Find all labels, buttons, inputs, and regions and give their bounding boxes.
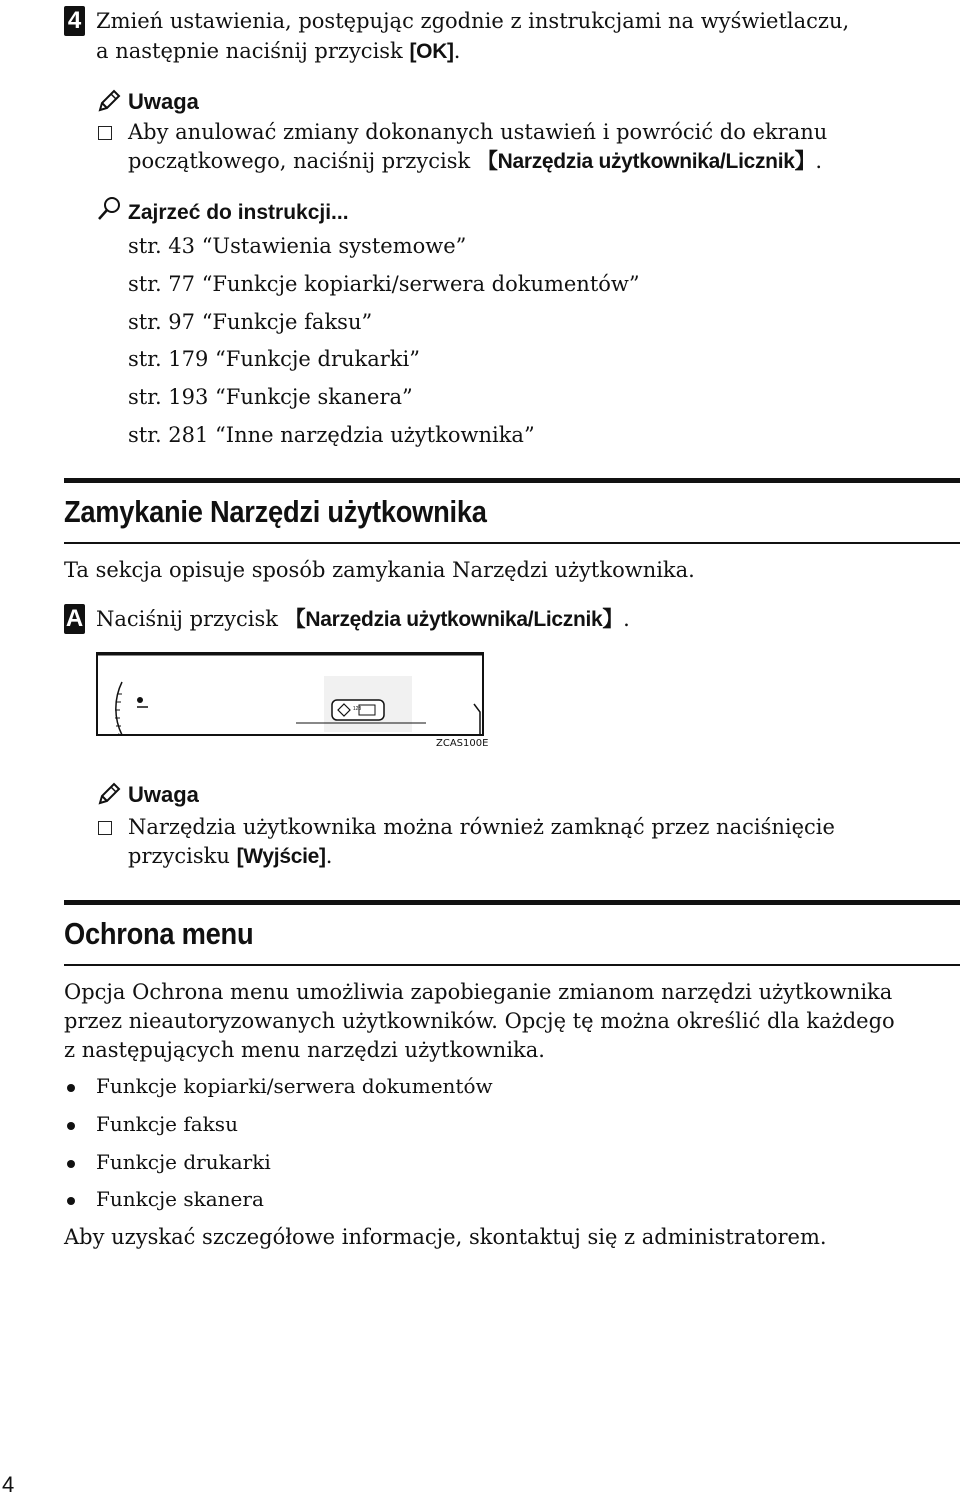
bullet-icon xyxy=(67,1160,75,1168)
reference-item: str. 97 “Funkcje faksu” xyxy=(128,310,373,334)
note-1-line-1: Aby anulować zmiany dokonanych ustawień i powrócić do ekranu xyxy=(128,120,828,144)
section-title-closing-user-tools: Zamykanie Narzędzi użytkownika xyxy=(64,494,487,529)
step-4-period: . xyxy=(453,39,461,63)
reference-item: str. 193 “Funkcje skanera” xyxy=(128,385,413,409)
step-1-period: . xyxy=(623,607,630,631)
bullet-item: Funkcje faksu xyxy=(96,1112,238,1136)
bullet-item: Funkcje drukarki xyxy=(96,1150,271,1174)
step-4-line-2 xyxy=(96,36,460,67)
step-4-text: a następnie naciśnij przycisk xyxy=(96,39,410,63)
reference-item: str. 179 “Funkcje drukarki” xyxy=(128,347,420,371)
section-top-rule xyxy=(64,478,960,483)
section-top-rule xyxy=(64,900,960,905)
pencil-icon xyxy=(96,88,122,114)
control-panel-illustration xyxy=(96,652,489,752)
bullet-icon xyxy=(67,1084,75,1092)
note-2-line-2 xyxy=(128,842,332,871)
section-bottom-rule xyxy=(64,964,960,966)
note-1-line-2 xyxy=(128,147,822,176)
reference-item: str. 43 “Ustawienia systemowe” xyxy=(128,234,467,258)
figure-caption: ZCAS100E xyxy=(436,738,489,749)
note-2-line-1: Narzędzia użytkownika można również zamknąć przez naciśnięcie xyxy=(128,815,835,839)
note-1-text: początkowego, naciśnij przycisk xyxy=(128,149,477,173)
note-heading: Uwaga xyxy=(128,782,199,807)
bullet-icon xyxy=(67,1122,75,1130)
page-number: 4 xyxy=(2,1472,15,1497)
step-1-text: Naciśnij przycisk xyxy=(96,607,285,631)
note-1-period: . xyxy=(815,149,823,173)
section-intro: Ta sekcja opisuje sposób zamykania Narzędzi użytkownika. xyxy=(64,558,695,582)
counter-key-glyph: 123 xyxy=(352,706,362,712)
note-checkbox-icon xyxy=(98,126,112,140)
reference-item: str. 77 “Funkcje kopiarki/serwera dokumentów” xyxy=(128,272,640,296)
section-paragraph-line: Opcja Ochrona menu umożliwia zapobieganie zmianom narzędzi użytkownika xyxy=(64,980,893,1004)
section-paragraph-line: z następujących menu narzędzi użytkownika. xyxy=(64,1038,545,1062)
bullet-icon xyxy=(67,1197,75,1205)
note-heading: Uwaga xyxy=(128,89,199,114)
step-number-badge: 4 xyxy=(64,6,85,36)
exit-key-label: [Wyjście] xyxy=(236,845,326,868)
bullet-item: Funkcje skanera xyxy=(96,1187,264,1211)
ok-key-label: [OK] xyxy=(409,40,454,63)
section-paragraph-line: przez nieautoryzowanych użytkowników. Opcję tę można określić dla każdego xyxy=(64,1009,895,1033)
reference-item: str. 281 “Inne narzędzia użytkownika” xyxy=(128,423,535,447)
note-checkbox-icon xyxy=(98,821,112,835)
magnifier-icon xyxy=(96,196,122,222)
step-4-line-1: Zmień ustawienia, postępując zgodnie z instrukcjami na wyświetlaczu, xyxy=(96,9,850,33)
user-tools-key-label: 【Narzędzia użytkownika/Licznik】 xyxy=(476,150,816,173)
user-tools-key-label: 【Narzędzia użytkownika/Licznik】 xyxy=(284,608,624,631)
note-2-period: . xyxy=(325,844,333,868)
note-2-text: przycisku xyxy=(128,844,237,868)
reference-heading: Zajrzeć do instrukcji... xyxy=(128,201,349,224)
closing-sentence: Aby uzyskać szczegółowe informacje, skontaktuj się z administratorem. xyxy=(64,1225,827,1249)
step-letter-badge: A xyxy=(65,605,84,632)
step-1-line xyxy=(96,604,630,635)
section-bottom-rule xyxy=(64,542,960,544)
section-title-menu-protection: Ochrona menu xyxy=(64,916,254,951)
bullet-item: Funkcje kopiarki/serwera dokumentów xyxy=(96,1074,493,1098)
pencil-icon xyxy=(96,781,122,807)
